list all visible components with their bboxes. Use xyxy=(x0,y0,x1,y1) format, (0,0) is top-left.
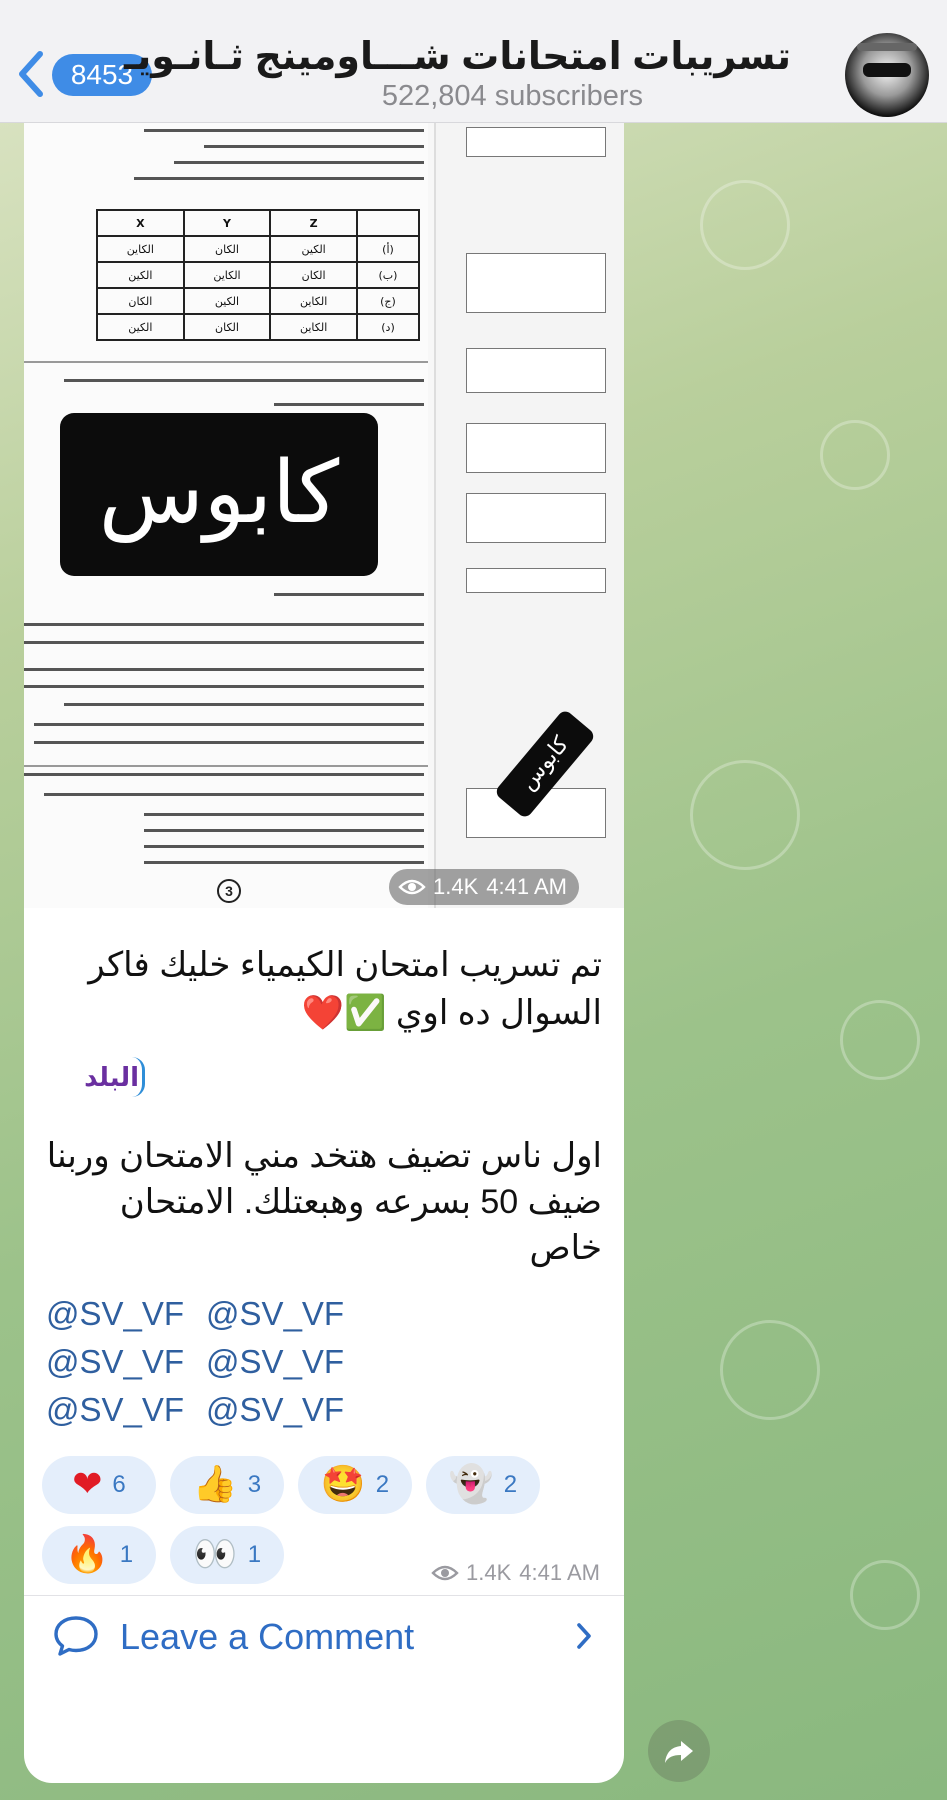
exam-text-line xyxy=(44,793,424,796)
table-cell: الكاين xyxy=(270,314,357,340)
exam-text-line xyxy=(274,593,424,596)
photo-time: 4:41 AM xyxy=(486,874,567,899)
mention-link[interactable]: @SV_VF xyxy=(46,1391,185,1428)
leave-comment-label: Leave a Comment xyxy=(120,1616,415,1657)
fire-icon: 🔥 xyxy=(64,1534,110,1575)
table-cell: الكين xyxy=(97,262,184,288)
watermark-stamp: كابوس xyxy=(60,413,378,576)
share-button[interactable] xyxy=(648,1720,710,1782)
eye-icon xyxy=(432,1564,458,1582)
wallpaper-doodle xyxy=(720,1320,820,1420)
star-struck-icon: 🤩 xyxy=(320,1464,366,1505)
exam-mini-table xyxy=(466,423,606,473)
message-text-2 xyxy=(42,1133,602,1271)
exam-text-line xyxy=(274,403,424,406)
reaction-thumbs-up[interactable] xyxy=(170,1456,284,1514)
table-cell: الكان xyxy=(184,314,271,340)
mention-link[interactable]: @SV_VF xyxy=(206,1295,345,1332)
heart-icon: ❤ xyxy=(72,1464,103,1505)
exam-text-line xyxy=(144,845,424,848)
share-arrow-icon xyxy=(662,1734,696,1768)
exam-answer-table xyxy=(96,209,420,341)
post-photo[interactable] xyxy=(24,123,624,908)
exam-mini-table xyxy=(466,253,606,313)
exam-text-line xyxy=(64,379,424,382)
table-cell: الكين xyxy=(184,288,271,314)
wallpaper-doodle xyxy=(700,180,790,270)
mention-link[interactable]: @SV_VF xyxy=(206,1391,345,1428)
table-cell: الكاين xyxy=(270,288,357,314)
exam-text-line xyxy=(34,741,424,744)
wallpaper-doodle xyxy=(690,760,800,870)
exam-text-line xyxy=(144,861,424,864)
table-cell: (ج) xyxy=(357,288,419,314)
subscriber-count: 522,804 subscribers xyxy=(381,80,643,112)
exam-page-number: 3 xyxy=(217,879,241,903)
table-cell: (ب) xyxy=(357,262,419,288)
eyes-icon: 👀 xyxy=(192,1534,238,1575)
reaction-count: 1 xyxy=(119,1541,134,1568)
exam-divider xyxy=(24,765,428,767)
table-cell: الكان xyxy=(184,236,271,262)
reaction-count: 3 xyxy=(247,1471,262,1498)
mention-link[interactable]: @SV_VF xyxy=(46,1343,185,1380)
table-cell: الكين xyxy=(97,314,184,340)
channel-title[interactable]: تسريبات امتحانات شـــاومينج ثـانـويـ xyxy=(124,36,791,78)
avatar-decoration xyxy=(863,63,911,77)
reaction-count: 6 xyxy=(112,1471,126,1498)
table-header: X xyxy=(97,210,184,236)
avatar-decoration xyxy=(857,43,917,51)
news-logo-watermark: البلد xyxy=(59,1063,139,1107)
reaction-heart[interactable] xyxy=(42,1456,156,1514)
wallpaper-doodle xyxy=(820,420,890,490)
mention-link[interactable]: @SV_VF xyxy=(206,1343,345,1380)
wallpaper-doodle xyxy=(840,1000,920,1080)
table-cell: الكاين xyxy=(97,236,184,262)
reaction-fire[interactable] xyxy=(42,1526,156,1584)
reaction-star-struck[interactable] xyxy=(298,1456,412,1514)
reaction-count: 2 xyxy=(503,1471,518,1498)
wallpaper-doodle xyxy=(850,1560,920,1630)
exam-text-line xyxy=(34,723,424,726)
table-row xyxy=(97,314,419,340)
leave-comment-button[interactable] xyxy=(24,1596,624,1676)
watermark-stamp-small: كابوس xyxy=(494,708,597,819)
mention-link[interactable]: @SV_VF xyxy=(46,1295,185,1332)
exam-mini-table xyxy=(466,568,606,593)
channel-avatar[interactable] xyxy=(845,33,929,117)
table-cell: الكاين xyxy=(184,262,271,288)
eye-icon xyxy=(399,878,425,896)
channel-header xyxy=(0,0,947,123)
comment-bubble-icon xyxy=(52,1614,100,1658)
photo-views: 1.4K xyxy=(433,874,479,899)
exam-text-line xyxy=(24,685,424,688)
reaction-ghost[interactable] xyxy=(426,1456,540,1514)
message-meta xyxy=(432,1560,600,1586)
exam-text-line xyxy=(144,829,424,832)
message-bubble xyxy=(24,123,624,1783)
table-row xyxy=(97,262,419,288)
reaction-count: 2 xyxy=(375,1471,390,1498)
exam-divider xyxy=(24,361,428,363)
ghost-icon: 👻 xyxy=(448,1464,494,1505)
exam-text-line xyxy=(144,129,424,132)
exam-text-line xyxy=(144,813,424,816)
back-button[interactable] xyxy=(14,46,46,102)
chevron-left-icon xyxy=(14,46,46,102)
exam-text-line xyxy=(24,773,424,776)
message-views: 1.4K xyxy=(466,1560,512,1585)
table-cell: الكين xyxy=(270,236,357,262)
message-line: ضيف 50 بسرعه وهبعتلك. الامتحان خاص xyxy=(119,1183,602,1267)
message-text: تم تسريب امتحان الكيمياء خليك فاكر السوال ده اوي ✅❤️ xyxy=(88,946,602,1032)
message-time: 4:41 AM xyxy=(519,1560,600,1585)
exam-text-line xyxy=(174,161,424,164)
photo-meta-overlay xyxy=(389,869,579,905)
exam-mini-table xyxy=(466,127,606,157)
table-cell: الكان xyxy=(97,288,184,314)
reaction-count: 1 xyxy=(247,1541,262,1568)
table-header xyxy=(357,210,419,236)
table-cell: (أ) xyxy=(357,236,419,262)
exam-text-line xyxy=(24,668,424,671)
thumbs-up-icon: 👍 xyxy=(192,1464,238,1505)
mention-row xyxy=(46,1343,606,1391)
table-header: Z xyxy=(270,210,357,236)
message-line: اول ناس تضيف هتخد مني الامتحان وربنا xyxy=(46,1137,602,1175)
reaction-eyes[interactable] xyxy=(170,1526,284,1584)
unread-count-badge[interactable]: 8453 xyxy=(52,54,152,96)
exam-text-line xyxy=(24,641,424,644)
exam-mini-table xyxy=(466,493,606,543)
exam-text-line xyxy=(24,623,424,626)
exam-text-line xyxy=(134,177,424,180)
mention-row xyxy=(46,1295,606,1343)
exam-mini-table xyxy=(466,348,606,393)
table-cell: الكان xyxy=(270,262,357,288)
mention-row xyxy=(46,1391,606,1439)
mention-list xyxy=(46,1295,606,1439)
exam-text-line xyxy=(204,145,424,148)
table-cell: (د) xyxy=(357,314,419,340)
chevron-right-icon xyxy=(574,1620,594,1652)
exam-text-line xyxy=(64,703,424,706)
table-row xyxy=(97,288,419,314)
table-row xyxy=(97,236,419,262)
table-header: Y xyxy=(184,210,271,236)
